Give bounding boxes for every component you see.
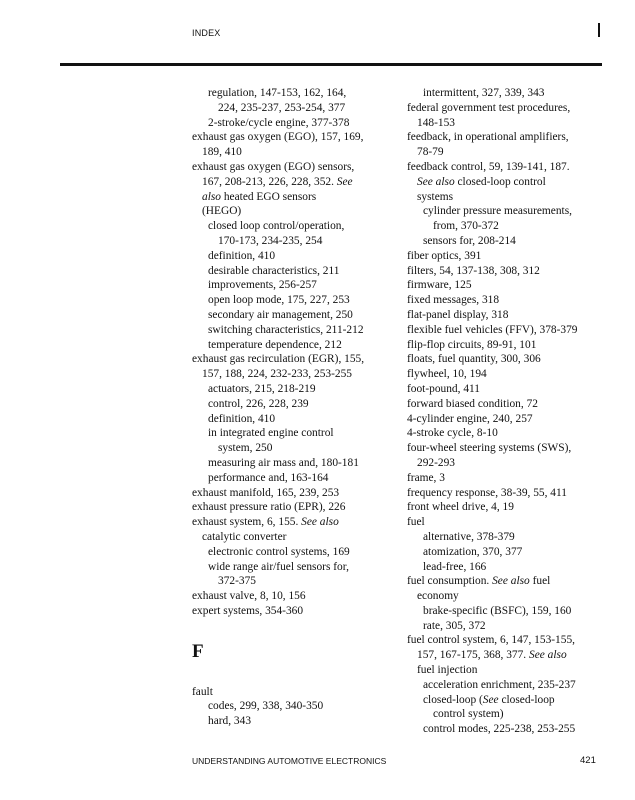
footer-book-title: UNDERSTANDING AUTOMOTIVE ELECTRONICS xyxy=(192,756,387,766)
index-entry: control system) xyxy=(433,708,504,721)
index-entry: brake-specific (BSFC), 159, 160 xyxy=(423,604,572,617)
index-entry: control, 226, 228, 239 xyxy=(208,397,309,410)
index-entry: closed loop control/operation, xyxy=(208,220,345,233)
index-entry: 170-173, 234-235, 254 xyxy=(218,234,323,247)
index-entry: measuring air mass and, 180-181 xyxy=(208,456,359,469)
index-entry: electronic control systems, 169 xyxy=(208,545,350,558)
index-entry: intermittent, 327, 339, 343 xyxy=(423,87,545,99)
index-entry: 148-153 xyxy=(417,116,455,129)
index-entry: closed-loop (See closed-loop xyxy=(423,693,555,706)
index-entry: 4-cylinder engine, 240, 257 xyxy=(407,412,533,425)
index-entry: exhaust system, 6, 155. See also xyxy=(192,516,339,529)
index-entry: sensors for, 208-214 xyxy=(423,234,516,247)
index-entry: also heated EGO sensors xyxy=(202,190,317,203)
index-entry: forward biased condition, 72 xyxy=(407,397,538,410)
index-entry: 78-79 xyxy=(417,146,444,159)
index-entry: 157, 167-175, 368, 377. See also xyxy=(417,649,567,662)
index-entry: expert systems, 354-360 xyxy=(192,604,304,617)
left-entries-e xyxy=(192,86,397,619)
index-entry: performance and, 163-164 xyxy=(208,471,329,484)
index-entry: actuators, 215, 218-219 xyxy=(208,382,316,395)
index-entry: hard, 343 xyxy=(208,715,252,728)
footer-page-number: 421 xyxy=(580,755,596,766)
index-entry: 372-375 xyxy=(218,575,256,588)
index-entry: from, 370-372 xyxy=(433,220,499,233)
index-entry: (HEGO) xyxy=(202,205,242,218)
index-entry: 292-293 xyxy=(417,456,455,469)
index-entry: temperature dependence, 212 xyxy=(208,338,342,351)
index-entry: definition, 410 xyxy=(208,412,276,425)
index-entry: 167, 208-213, 226, 228, 352. See xyxy=(202,175,353,188)
index-entry: catalytic converter xyxy=(202,530,287,543)
index-entry: exhaust valve, 8, 10, 156 xyxy=(192,590,306,603)
index-entry: wide range air/fuel sensors for, xyxy=(208,560,349,573)
index-entry: fiber optics, 391 xyxy=(407,249,482,262)
index-entry: lead-free, 166 xyxy=(423,560,487,573)
index-entry: in integrated engine control xyxy=(208,427,334,440)
index-entry: flexible fuel vehicles (FFV), 378-379 xyxy=(407,323,578,336)
index-entry: fixed messages, 318 xyxy=(407,294,500,307)
index-entry: systems xyxy=(417,190,454,203)
index-entry: cylinder pressure measurements, xyxy=(423,205,572,218)
index-entry: floats, fuel quantity, 300, 306 xyxy=(407,353,541,366)
index-column-right xyxy=(407,86,607,737)
index-entry: system, 250 xyxy=(218,442,273,455)
index-entry: flat-panel display, 318 xyxy=(407,308,509,321)
left-entries-f xyxy=(192,685,397,729)
index-entry: 2-stroke/cycle engine, 377-378 xyxy=(208,116,350,129)
index-column-left xyxy=(192,86,397,729)
index-entry: filters, 54, 137-138, 308, 312 xyxy=(407,264,540,277)
running-head-title: INDEX xyxy=(192,28,221,38)
index-entry: exhaust manifold, 165, 239, 253 xyxy=(192,486,340,499)
index-entry: secondary air management, 250 xyxy=(208,308,353,321)
index-entry: feedback control, 59, 139-141, 187. xyxy=(407,160,570,173)
index-entry: flip-flop circuits, 89-91, 101 xyxy=(407,338,537,351)
index-entry: open loop mode, 175, 227, 253 xyxy=(208,294,350,307)
index-entry: fuel xyxy=(407,516,425,529)
index-entry: acceleration enrichment, 235-237 xyxy=(423,678,576,691)
index-entry: flywheel, 10, 194 xyxy=(407,368,487,381)
index-entry: fuel consumption. See also fuel xyxy=(407,575,551,588)
index-entry: regulation, 147-153, 162, 164, xyxy=(208,87,347,99)
index-entry: front wheel drive, 4, 19 xyxy=(407,501,514,514)
index-entry: 157, 188, 224, 232-233, 253-255 xyxy=(202,368,352,381)
index-entry: fault xyxy=(192,685,213,698)
index-entry: four-wheel steering systems (SWS), xyxy=(407,442,572,455)
index-entry: exhaust pressure ratio (EPR), 226 xyxy=(192,501,346,514)
header-bar-mark xyxy=(598,23,600,37)
index-entry: See also closed-loop control xyxy=(417,175,546,188)
index-entry: desirable characteristics, 211 xyxy=(208,264,340,277)
index-entry: 224, 235-237, 253-254, 377 xyxy=(218,101,346,114)
index-entry: firmware, 125 xyxy=(407,279,472,292)
section-letter-f: F xyxy=(192,640,204,662)
header-rule xyxy=(60,63,602,66)
index-entry: atomization, 370, 377 xyxy=(423,545,523,558)
index-entry: foot-pound, 411 xyxy=(407,382,480,395)
index-entry: rate, 305, 372 xyxy=(423,619,486,632)
index-entry: switching characteristics, 211-212 xyxy=(208,323,364,336)
index-entry: exhaust gas oxygen (EGO), 157, 169, xyxy=(192,131,364,144)
right-entries-f xyxy=(407,86,607,737)
index-entry: frequency response, 38-39, 55, 411 xyxy=(407,486,567,499)
index-entry: federal government test procedures, xyxy=(407,101,571,114)
index-entry: economy xyxy=(417,590,459,603)
index-entry: feedback, in operational amplifiers, xyxy=(407,131,569,144)
index-entry: exhaust gas oxygen (EGO) sensors, xyxy=(192,160,355,173)
index-entry: exhaust gas recirculation (EGR), 155, xyxy=(192,353,365,366)
index-entry: 189, 410 xyxy=(202,146,242,159)
index-entry: codes, 299, 338, 340-350 xyxy=(208,700,324,713)
index-entry: fuel injection xyxy=(417,664,478,677)
index-entry: 4-stroke cycle, 8-10 xyxy=(407,427,498,440)
index-entry: fuel control system, 6, 147, 153-155, xyxy=(407,634,575,647)
index-entry: improvements, 256-257 xyxy=(208,279,317,292)
index-entry: alternative, 378-379 xyxy=(423,530,515,543)
index-entry: frame, 3 xyxy=(407,471,445,484)
index-entry: control modes, 225-238, 253-255 xyxy=(423,723,576,736)
index-entry: definition, 410 xyxy=(208,249,276,262)
